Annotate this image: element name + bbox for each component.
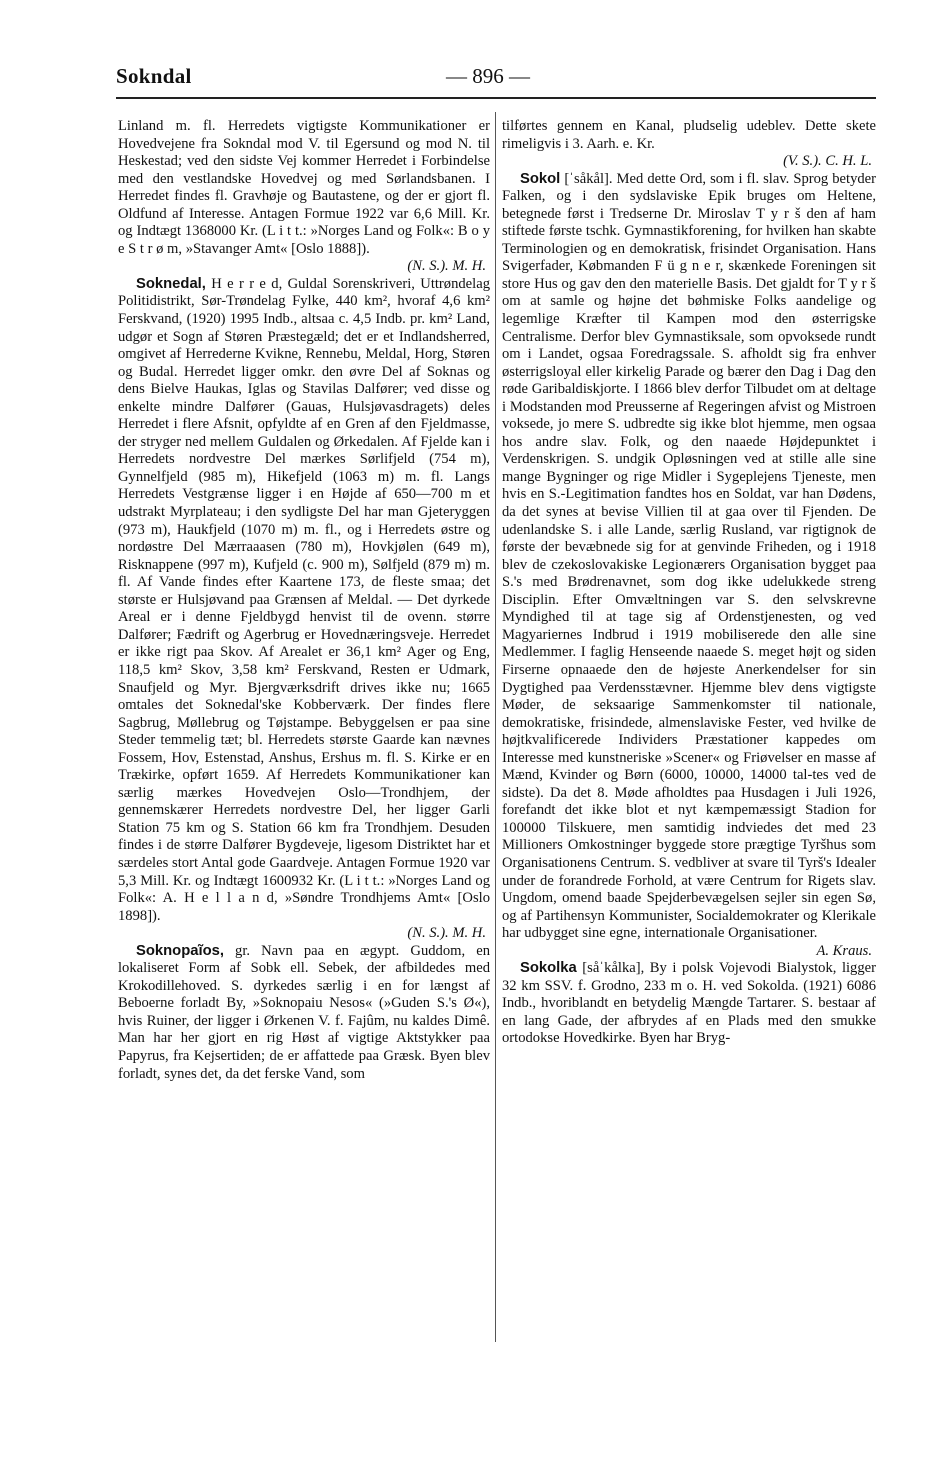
signature: A. Kraus. (816, 942, 872, 959)
headword: Soknedal, (136, 275, 206, 292)
headword: Sokol (520, 170, 561, 187)
right-column (502, 118, 876, 1048)
entry-text: [såˈkålka], By i polsk Vojevodi Bialystok, ligger 32 km SSV. f. Grodno, 233 m o. H. ved Sokolda. (1921) 6086 Indb., hvoriblandt en betydelig Mængde Tartarer. S. bestaar af en lang Gade, der afbrydes af en Plads med den smukke ortodokse Hovedkirke. Byen har Bryg- (502, 960, 876, 1047)
column-divider (495, 112, 496, 1342)
entry-soknopaios (118, 943, 490, 1083)
page-header (116, 62, 874, 94)
headword: Sokolka (520, 960, 577, 977)
signature: (N. S.). M. H. (407, 258, 486, 275)
headword: Soknopaĩos, (136, 942, 224, 959)
left-column (118, 118, 490, 1083)
entry-text: gr. Navn paa en ægypt. Guddom, en lokaliseret Form af Sobk ell. Sebek, der afbildedes med Krokodillehoved. S. dyrkedes særlig i en for længst af Beboerne forladt By, »Soknopaiu Nesos« (»Guden S.'s Ø«), hvis Ruiner, der ligger i Ørkenen V. f. Fajûm, nu kaldes Dimê. Man har her gjort en rig Høst af vigtige Aktstykker paa Papyrus, fra Kejsertiden; de er affattede paa Græsk. Byen blev forladt, synes det, da det ferske Vand, som (118, 942, 490, 1082)
running-head: Sokndal (116, 64, 192, 88)
signature: (V. S.). C. H. L. (783, 153, 872, 170)
paragraph-continuation: tilførtes gennem en Kanal, pludselig udeblev. Dette skete rimeligvis i 3. Aarh. e. Kr. (502, 118, 876, 152)
entry-soknedal (118, 276, 490, 925)
entry-sokol (502, 171, 876, 943)
page-number: — 896 — (446, 64, 530, 88)
paragraph-linland: Linland m. fl. Herredets vigtigste Kommunikationer er Hovedvejene fra Sokndal mod V. til Egersund og mod N. til Heskestad; ved den sidste Vej kommer Herredet i Forbindelse med den vestlandske Hovedvej og med Sørlandsbanen. I Herredet findes fl. Gravhøje og Bautastene, og der er gjort fl. Oldfund af Interesse. Antagen Formue 1922 var 6,6 Mill. Kr. og Indtægt 1368000 Kr. (L i t t.: »Norges Land og Folk«: B o y e S t r ø m, »Stavanger Amt« [Oslo 1888]). (118, 118, 490, 257)
entry-sokolka (502, 960, 876, 1048)
signature: (N. S.). M. H. (407, 925, 486, 942)
header-rule (116, 97, 876, 99)
entry-text: [ˈsåkål]. Med dette Ord, som i fl. slav. Sprog betyder Falken, og i den sydslaviske Epik bruges om Heltene, betegnede først i Tredserne Dr. Miroslav T y r š den af ham stiftede første tschk. Gymnastikforening, for hvilken han skabte Terminologien og en demokratisk, frisindet Organisation. Hans Svigerfader, Købmanden F ü g n e r, skænkede Foreningen sit store Hus og gav den den materielle Basis. Det gjaldt for T y r š om at samle og højne det bøhmiske Folks aandelige og legemlige Kræfter til Kampen mod den østerrigske Centralisme. Derfor blev Gymnastiksale, som opvoksede rundt om i Landet, ogsaa Foredragssale. S. afholdt sig fra enhver østerrigsloyal eller kirkelig Parade og bærer den Dag i Dag den røde Garibaldiskjorte. I 1866 blev derfor Tilbudet om at deltage i Modstanden mod Preusserne af Regeringen afvist og Mistroen voksede, jo mere S. udbredte sig ikke blot hjemme, men ogsaa hos andre slav. Folk, og den naaede Højdepunktet i Verdenskrigen. S. undgik Opløsningen ved at stille alle sine mange Bygninger og rige Midler i Sygeplejens Tjeneste, men hvis en S.-Legitimation fandtes hos en Soldat, var han Dødens, da det synes at bevise Villien til at gaa over til Fjenden. De udenlandske S. i alle Lande, særlig Rusland, var rigtignok de første der bevæbnede sig for at genvinde Friheden, og i 1918 blev de czekoslovakiske Legionærers Organisation bygget paa S.'s med Brødrenavnet, som dog ikke udelukkede streng Disciplin. Efter Omvæltningen var S. den selvskrevne Myndighed til at tage sig af Ordenstjenesten, og ved Magyariernes Indbrud i 1919 mobiliserede den alle sine Medlemmer. I faglig Henseende naaede S. meget højt og siden Firserne opnaaede den de højeste Anerkendelser for sin Dygtighed paa Verdensstævner. Hjemme blev dens vigtigste Møder, de seksaarige Sammenkomster til nationale, demokratiske, frisindede, almenslaviske Fester, ved hvilke de højtkvalificerede Individers Præstationer kappedes om Interesse med kunstneriske »Scener« og Friøvelser en masse af Mænd, Kvinder og Børn (6000, 10000, 14000 tal-tes ved de sidste). Da det 8. Møde afholdtes paa Husdagen i Juli 1926, forefandt det ikke blot et nyt kæmpemæssigt Stadion for 100000 Tilskuere, men samtidig indviedes det med 23 Millioners Omkostninger byggede store prægtige Tyršhus som Organisationens Centrum. S. vedbliver at svare til Tyrš's Idealer under de forandrede Forhold, at være Centrum for Rigets slav. Ungdom, omend baade Spejderbevægelsen sejler sin egen Sø, og af Partihensyn Kommunister, Socialdemokrater og Klerikale har udbygget sine egne, internationale Organisationer. (502, 170, 876, 942)
entry-text: H e r r e d, Guldal Sorenskriveri, Uttrøndelag Politidistrikt, Sør-Trøndelag Fylke, 440 km², hvoraf 4,6 km² Ferskvand, (1920) 1995 Indb., altsaa c. 4,5 Indb. pr. km² Land, udgør et Sogn af Støren Præstegæld; det er et Indlandsherred, omgivet af Herrederne Kvikne, Rennebu, Meldal, Horg, Støren og Budal. Herredet ligger omkr. den øvre Del af Soknas og dens Bielve Haukas, Iglas og Stavilas Dalfører; ved disse og enkelte mindre Dalfører (Gauas, Hulsjøvasdragets) deles Herredet i flere Afsnit, opfyldte af en Gren af den Fjeldmasse, der stryger ned mellem Guldalen og Ørkedalen. Af Fjelde kan i Herredets nordvestre Del mærkes Sørlifjeld (754 m), Gynnelfjeld (985 m), Hikefjeld (1063 m) m. fl. Langs Herredets Vestgrænse ligger i en Højde af 650—700 m et udstrakt Myrplateau; i den sydligste Del har man Gjeteryggen (973 m), Haukfjeld (1070 m) m. fl., og i Herredets østre og nordøstre Del Mærraaasen (780 m), Hovkjølen (649 m), Risknappene (997 m), Kufjeld (c. 900 m), Sølfjeld (879 m) m. fl. Af Vande findes efter Kaartene 173, de fleste smaa; det største er Hulsjøvand paa Grænsen af Meldal. — Det dyrkede Areal er i denne Fjeldbygd henvist til de ovenn. større Dalfører; Fædrift og Agerbrug er Hovednæringsveje. Herredet er ikke rigt paa Skov. Af Arealet er 36,1 km² Ager og Eng, 118,5 km² Skov, 3,58 km² Ferskvand, Resten er Udmark, Snaufjeld og Myr. Bjergværksdrift drives ikke nu; 1665 omtales det Soknedal'ske Kobberværk. Der findes flere Sagbrug, Møllebrug og Tøjstampe. Bebyggelsen er paa sine Steder temmelig tæt; bl. Herredets største Gaarde kan nævnes Fossem, Hov, Estenstad, Anshus, Ershus m. fl. S. Kirke er en Trækirke, opført 1659. Af Herredets Kommunikationer kan særlig mærkes Hovedvejen Oslo—Trondhjem, der gennemskærer Herredets nordvestre Del, her ligger Garli Station 75 km og S. Station 66 km fra Trondhjem. Desuden findes i de større Dalfører Bygdeveje, ligesom Distriktet har et særdeles stort Antal gode Gaardveje. Antagen Formue 1920 var 5,3 Mill. Kr. og Indtægt 1600932 Kr. (L i t t.: »Norges Land og Folk«: A. H e l l a n d, »Søndre Trondhjems Amt« [Oslo 1898]). (118, 275, 490, 924)
